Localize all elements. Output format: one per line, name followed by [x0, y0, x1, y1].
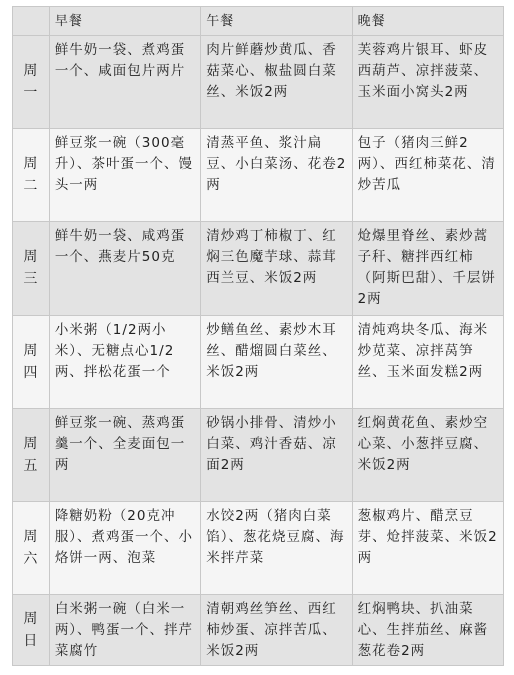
lunch-cell: 水饺2两（猪肉白菜馅）、葱花烧豆腐、海米拌芹菜	[201, 501, 352, 594]
header-day	[13, 7, 50, 36]
day-label: 周三	[13, 222, 50, 315]
dinner-cell: 芙蓉鸡片银耳、虾皮西葫芦、凉拌菠菜、玉米面小窝头2两	[352, 36, 503, 129]
day-label: 周一	[13, 36, 50, 129]
header-row	[13, 7, 504, 36]
breakfast-cell: 鲜牛奶一袋、咸鸡蛋一个、燕麦片50克	[49, 222, 200, 315]
lunch-cell: 清朝鸡丝笋丝、西红柿炒蛋、凉拌苦瓜、米饭2两	[201, 595, 352, 666]
table-row	[13, 595, 504, 666]
dinner-cell: 葱椒鸡片、醋烹豆芽、炝拌菠菜、米饭2两	[352, 501, 503, 594]
breakfast-cell: 鲜豆浆一碗（300毫升）、茶叶蛋一个、馒头一两	[49, 129, 200, 222]
lunch-cell: 清蒸平鱼、浆汁扁豆、小白菜汤、花卷2两	[201, 129, 352, 222]
dinner-cell: 炝爆里脊丝、素炒蒿子秆、糖拌西红柿（阿斯巴甜）、千层饼2两	[352, 222, 503, 315]
breakfast-cell: 降糖奶粉（20克冲服）、煮鸡蛋一个、小烙饼一两、泡菜	[49, 501, 200, 594]
day-label: 周四	[13, 315, 50, 408]
lunch-cell: 炒鳝鱼丝、素炒木耳丝、醋熘圆白菜丝、米饭2两	[201, 315, 352, 408]
dinner-cell: 红焖黄花鱼、素炒空心菜、小葱拌豆腐、米饭2两	[352, 408, 503, 501]
table-row	[13, 222, 504, 315]
day-label: 周六	[13, 501, 50, 594]
day-label: 周日	[13, 595, 50, 666]
dinner-cell: 红焖鸭块、扒油菜心、生拌茄丝、麻酱葱花卷2两	[352, 595, 503, 666]
header-breakfast: 早餐	[49, 7, 200, 36]
breakfast-cell: 鲜牛奶一袋、煮鸡蛋一个、咸面包片两片	[49, 36, 200, 129]
lunch-cell: 砂锅小排骨、清炒小白菜、鸡汁香菇、凉面2两	[201, 408, 352, 501]
table-row	[13, 408, 504, 501]
table-row	[13, 501, 504, 594]
dinner-cell: 清炖鸡块冬瓜、海米炒苋菜、凉拌莴笋丝、玉米面发糕2两	[352, 315, 503, 408]
table-row	[13, 129, 504, 222]
header-dinner: 晚餐	[352, 7, 503, 36]
weekly-meal-table	[12, 6, 504, 666]
table-row	[13, 315, 504, 408]
breakfast-cell: 鲜豆浆一碗、蒸鸡蛋羹一个、全麦面包一两	[49, 408, 200, 501]
header-lunch: 午餐	[201, 7, 352, 36]
dinner-cell: 包子（猪肉三鲜2两）、西红柿菜花、清炒苦瓜	[352, 129, 503, 222]
lunch-cell: 清炒鸡丁柿椒丁、红焖三色魔芋球、蒜茸西兰豆、米饭2两	[201, 222, 352, 315]
day-label: 周二	[13, 129, 50, 222]
breakfast-cell: 白米粥一碗（白米一两）、鸭蛋一个、拌芹菜腐竹	[49, 595, 200, 666]
breakfast-cell: 小米粥（1/2两小米）、无糖点心1/2两、拌松花蛋一个	[49, 315, 200, 408]
table-row	[13, 36, 504, 129]
lunch-cell: 肉片鲜蘑炒黄瓜、香菇菜心、椒盐圆白菜丝、米饭2两	[201, 36, 352, 129]
day-label: 周五	[13, 408, 50, 501]
